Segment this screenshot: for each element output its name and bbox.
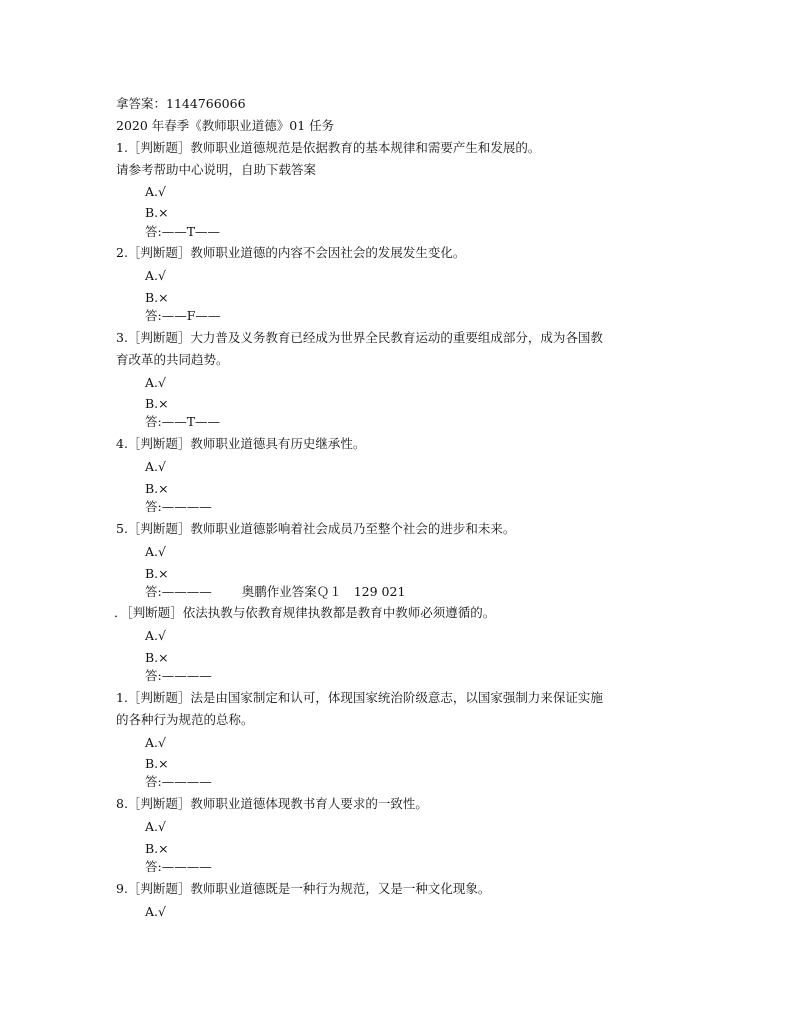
option-a: A.√ [145,459,166,474]
question-stem-line1: 1.［判断题］法是由国家制定和认可，体现国家统治阶级意志，以国家强制力来保证实施 [116,690,603,705]
option-b: B.× [145,205,169,220]
option-a: A.√ [145,735,166,750]
answer-line: 答:———— [145,774,212,789]
option-b: B.× [145,566,169,581]
option-a: A.√ [145,375,166,390]
option-a: A.√ [145,184,166,199]
option-a: A.√ [145,628,166,643]
option-b: B.× [145,841,169,856]
question-stem: 5.［判断题］教师职业道德影响着社会成员乃至整个社会的进步和未来。 [116,521,516,536]
header-contact: 拿答案：1144766066 [116,96,246,111]
option-a: A.√ [145,268,166,283]
question-stem: 9.［判断题］教师职业道德既是一种行为规范，又是一种文化现象。 [116,881,491,896]
option-b: B.× [145,290,169,305]
answer-line: 答:——T—— [145,414,221,429]
watermark-note-text: 奥鹏作业答案Ｑ１ [241,584,342,599]
option-b: B.× [145,396,169,411]
answer-line: 答:———— [145,499,212,514]
question-stem-line2: 的各种行为规范的总称。 [116,712,254,727]
question-stem: 4.［判断题］教师职业道德具有历史继承性。 [116,436,366,451]
answer-row [145,584,405,600]
answer-line: 答:———— [145,859,212,874]
watermark-note [242,584,406,599]
option-a: A.√ [145,544,166,559]
question-stem: 2.［判断题］教师职业道德的内容不会因社会的发展发生变化。 [116,245,466,260]
question-stem: ．［判断题］依法执教与依教育规律执教都是教育中教师必须遵循的。 [114,605,496,620]
question-stem: 1.［判断题］教师职业道德规范是依据教育的基本规律和需要产生和发展的。 [116,140,541,155]
option-b: B.× [145,481,169,496]
question-stem-line1: 3.［判断题］大力普及义务教育已经成为世界全民教育运动的重要组成部分，成为各国教 [116,330,603,345]
answer-line: 答:——F—— [145,308,221,323]
option-a: A.√ [145,819,166,834]
watermark-note-number: 129 021 [353,584,406,599]
option-a: A.√ [145,904,166,919]
option-b: B.× [145,650,169,665]
document-title: 2020 年春季《教师职业道德》01 任务 [116,118,335,133]
question-stem-line2: 育改革的共同趋势。 [116,352,229,367]
answer-line: 答:———— [145,668,212,683]
option-b: B.× [145,756,169,771]
question-stem: 8.［判断题］教师职业道德体现教书育人要求的一致性。 [116,796,428,811]
answer-line: 答:———— [145,584,212,599]
answer-line: 答:——T—— [145,224,221,239]
help-note: 请参考帮助中心说明，自助下载答案 [116,162,317,177]
